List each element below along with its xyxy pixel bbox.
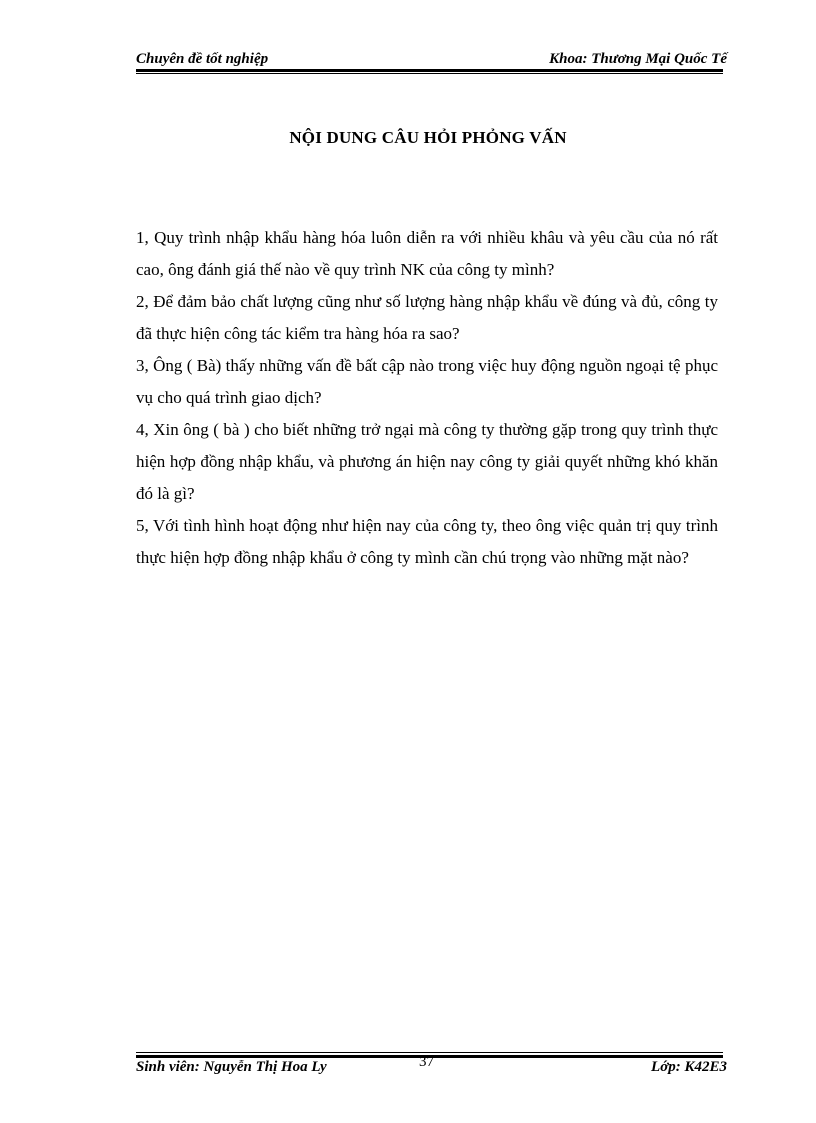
- header-rule-thin: [136, 73, 723, 74]
- page-title: NỘI DUNG CÂU HỎI PHỎNG VẤN: [289, 128, 567, 147]
- question-item: 4, Xin ông ( bà ) cho biết những trở ngại mà công ty thường gặp trong quy trình thực hiện hợp đồng nhập khẩu, và phương án hiện nay công ty giải quyết những khó khăn đó là gì?: [136, 420, 718, 503]
- question-item: 3, Ông ( Bà) thấy những vấn đề bất cập nào trong việc huy động nguồn ngoại tệ phục vụ cho quá trình giao dịch?: [136, 356, 718, 407]
- header-rule-thick: [136, 69, 723, 72]
- header-faculty: Khoa: Thương Mại Quốc Tế: [549, 51, 727, 67]
- question-item: 2, Để đảm bảo chất lượng cũng như số lượng hàng nhập khẩu về đúng và đủ, công ty đã thực hiện công tác kiểm tra hàng hóa ra sao?: [136, 292, 718, 343]
- footer-rule-thin: [136, 1052, 723, 1053]
- question-item: 1, Quy trình nhập khẩu hàng hóa luôn diễn ra với nhiều khâu và yêu cầu của nó rất cao, ông đánh giá thế nào về quy trình NK của công ty mình?: [136, 228, 718, 279]
- page-footer: [136, 1056, 727, 1080]
- footer-student-name: Sinh viên: Nguyễn Thị Hoa Ly: [136, 1059, 327, 1075]
- question-item: 5, Với tình hình hoạt động như hiện nay của công ty, theo ông việc quản trị quy trình thực hiện hợp đồng nhập khẩu ở công ty mình cần chú trọng vào những mặt nào?: [136, 516, 718, 567]
- header-thesis-type: Chuyên đề tốt nghiệp: [136, 51, 269, 67]
- page-number: 37: [419, 1054, 434, 1070]
- page-header: [136, 48, 727, 70]
- footer-class: Lớp: K42E3: [651, 1059, 727, 1075]
- question-list: [136, 222, 718, 574]
